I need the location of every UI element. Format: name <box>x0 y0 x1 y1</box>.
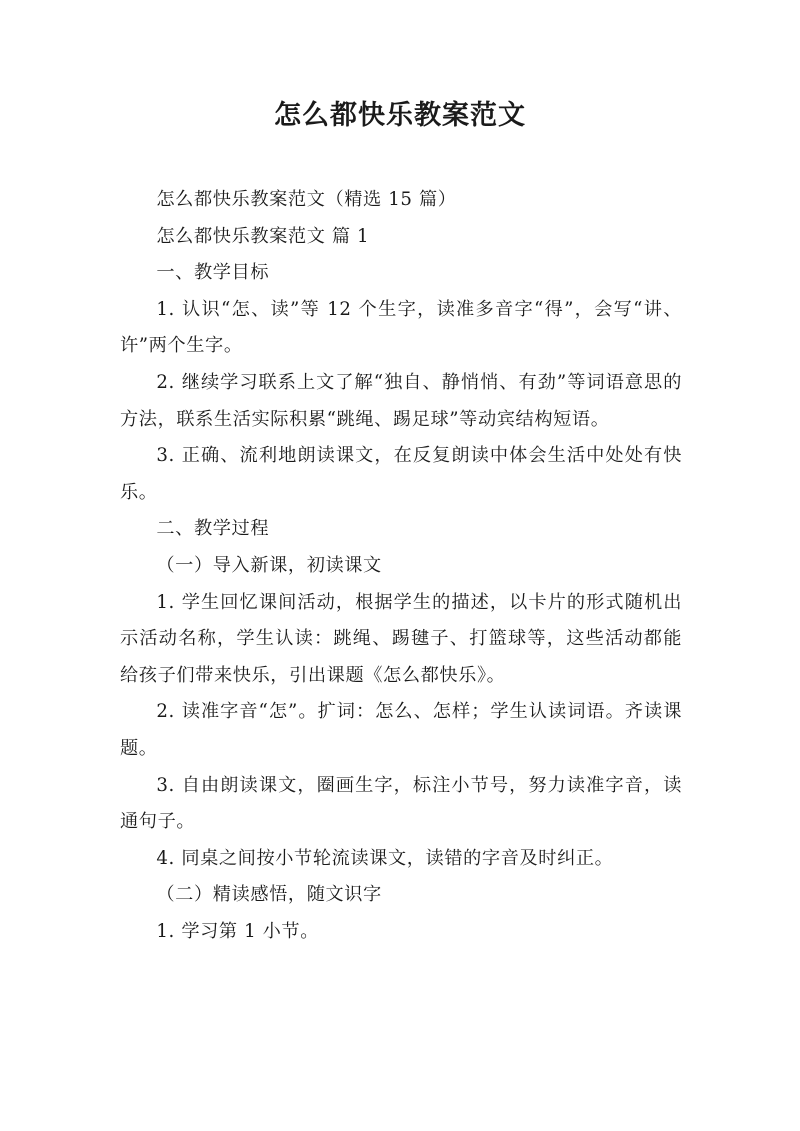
paragraph-subheading-intro: （一）导入新课，初读课文 <box>156 554 382 576</box>
paragraph-step-reading-1: 1. 学习第 1 小节。 <box>156 920 319 942</box>
paragraph-subheading-reading: （二）精读感悟，随文识字 <box>156 884 382 906</box>
paragraph-step-1: 1. 学生回忆课间活动，根据学生的描述，以卡片的形式随机出示活动名称，学生认读：跳绳、踢毽子、打篮球等，这些活动都能给孩子们带来快乐，引出课题《怎么都快乐》。 <box>120 591 682 686</box>
paragraph-goal-3: 3. 正确、流利地朗读课文，在反复朗读中体会生活中处处有快乐。 <box>120 445 682 503</box>
paragraph-step-4: 4. 同桌之间按小节轮流读课文，读错的字音及时纠正。 <box>156 847 614 869</box>
paragraph-goal-1: 1. 认识“怎、读”等 12 个生字，读准多音字“得”，会写“讲、许”两个生字。 <box>120 298 682 357</box>
paragraph-goal-2: 2. 继续学习联系上文了解“独自、静悄悄、有劲”等词语意思的方法，联系生活实际积累“跳绳、踢足球”等动宾结构短语。 <box>120 371 682 430</box>
document-body <box>120 182 682 950</box>
paragraph-step-3: 3. 自由朗读课文，圈画生字，标注小节号，努力读准字音，读通句子。 <box>120 774 682 833</box>
paragraph-heading-process: 二、教学过程 <box>156 518 270 540</box>
paragraph-section-heading: 怎么都快乐教案范文 篇 1 <box>156 225 370 247</box>
paragraph-heading-goals: 一、教学目标 <box>156 262 270 284</box>
paragraph-subtitle: 怎么都快乐教案范文（精选 15 篇） <box>156 189 457 210</box>
paragraph-step-2: 2. 读准字音“怎”。扩词：怎么、怎样；学生认读词语。齐读课题。 <box>120 701 682 759</box>
document-title: 怎么都快乐教案范文 <box>274 100 526 131</box>
